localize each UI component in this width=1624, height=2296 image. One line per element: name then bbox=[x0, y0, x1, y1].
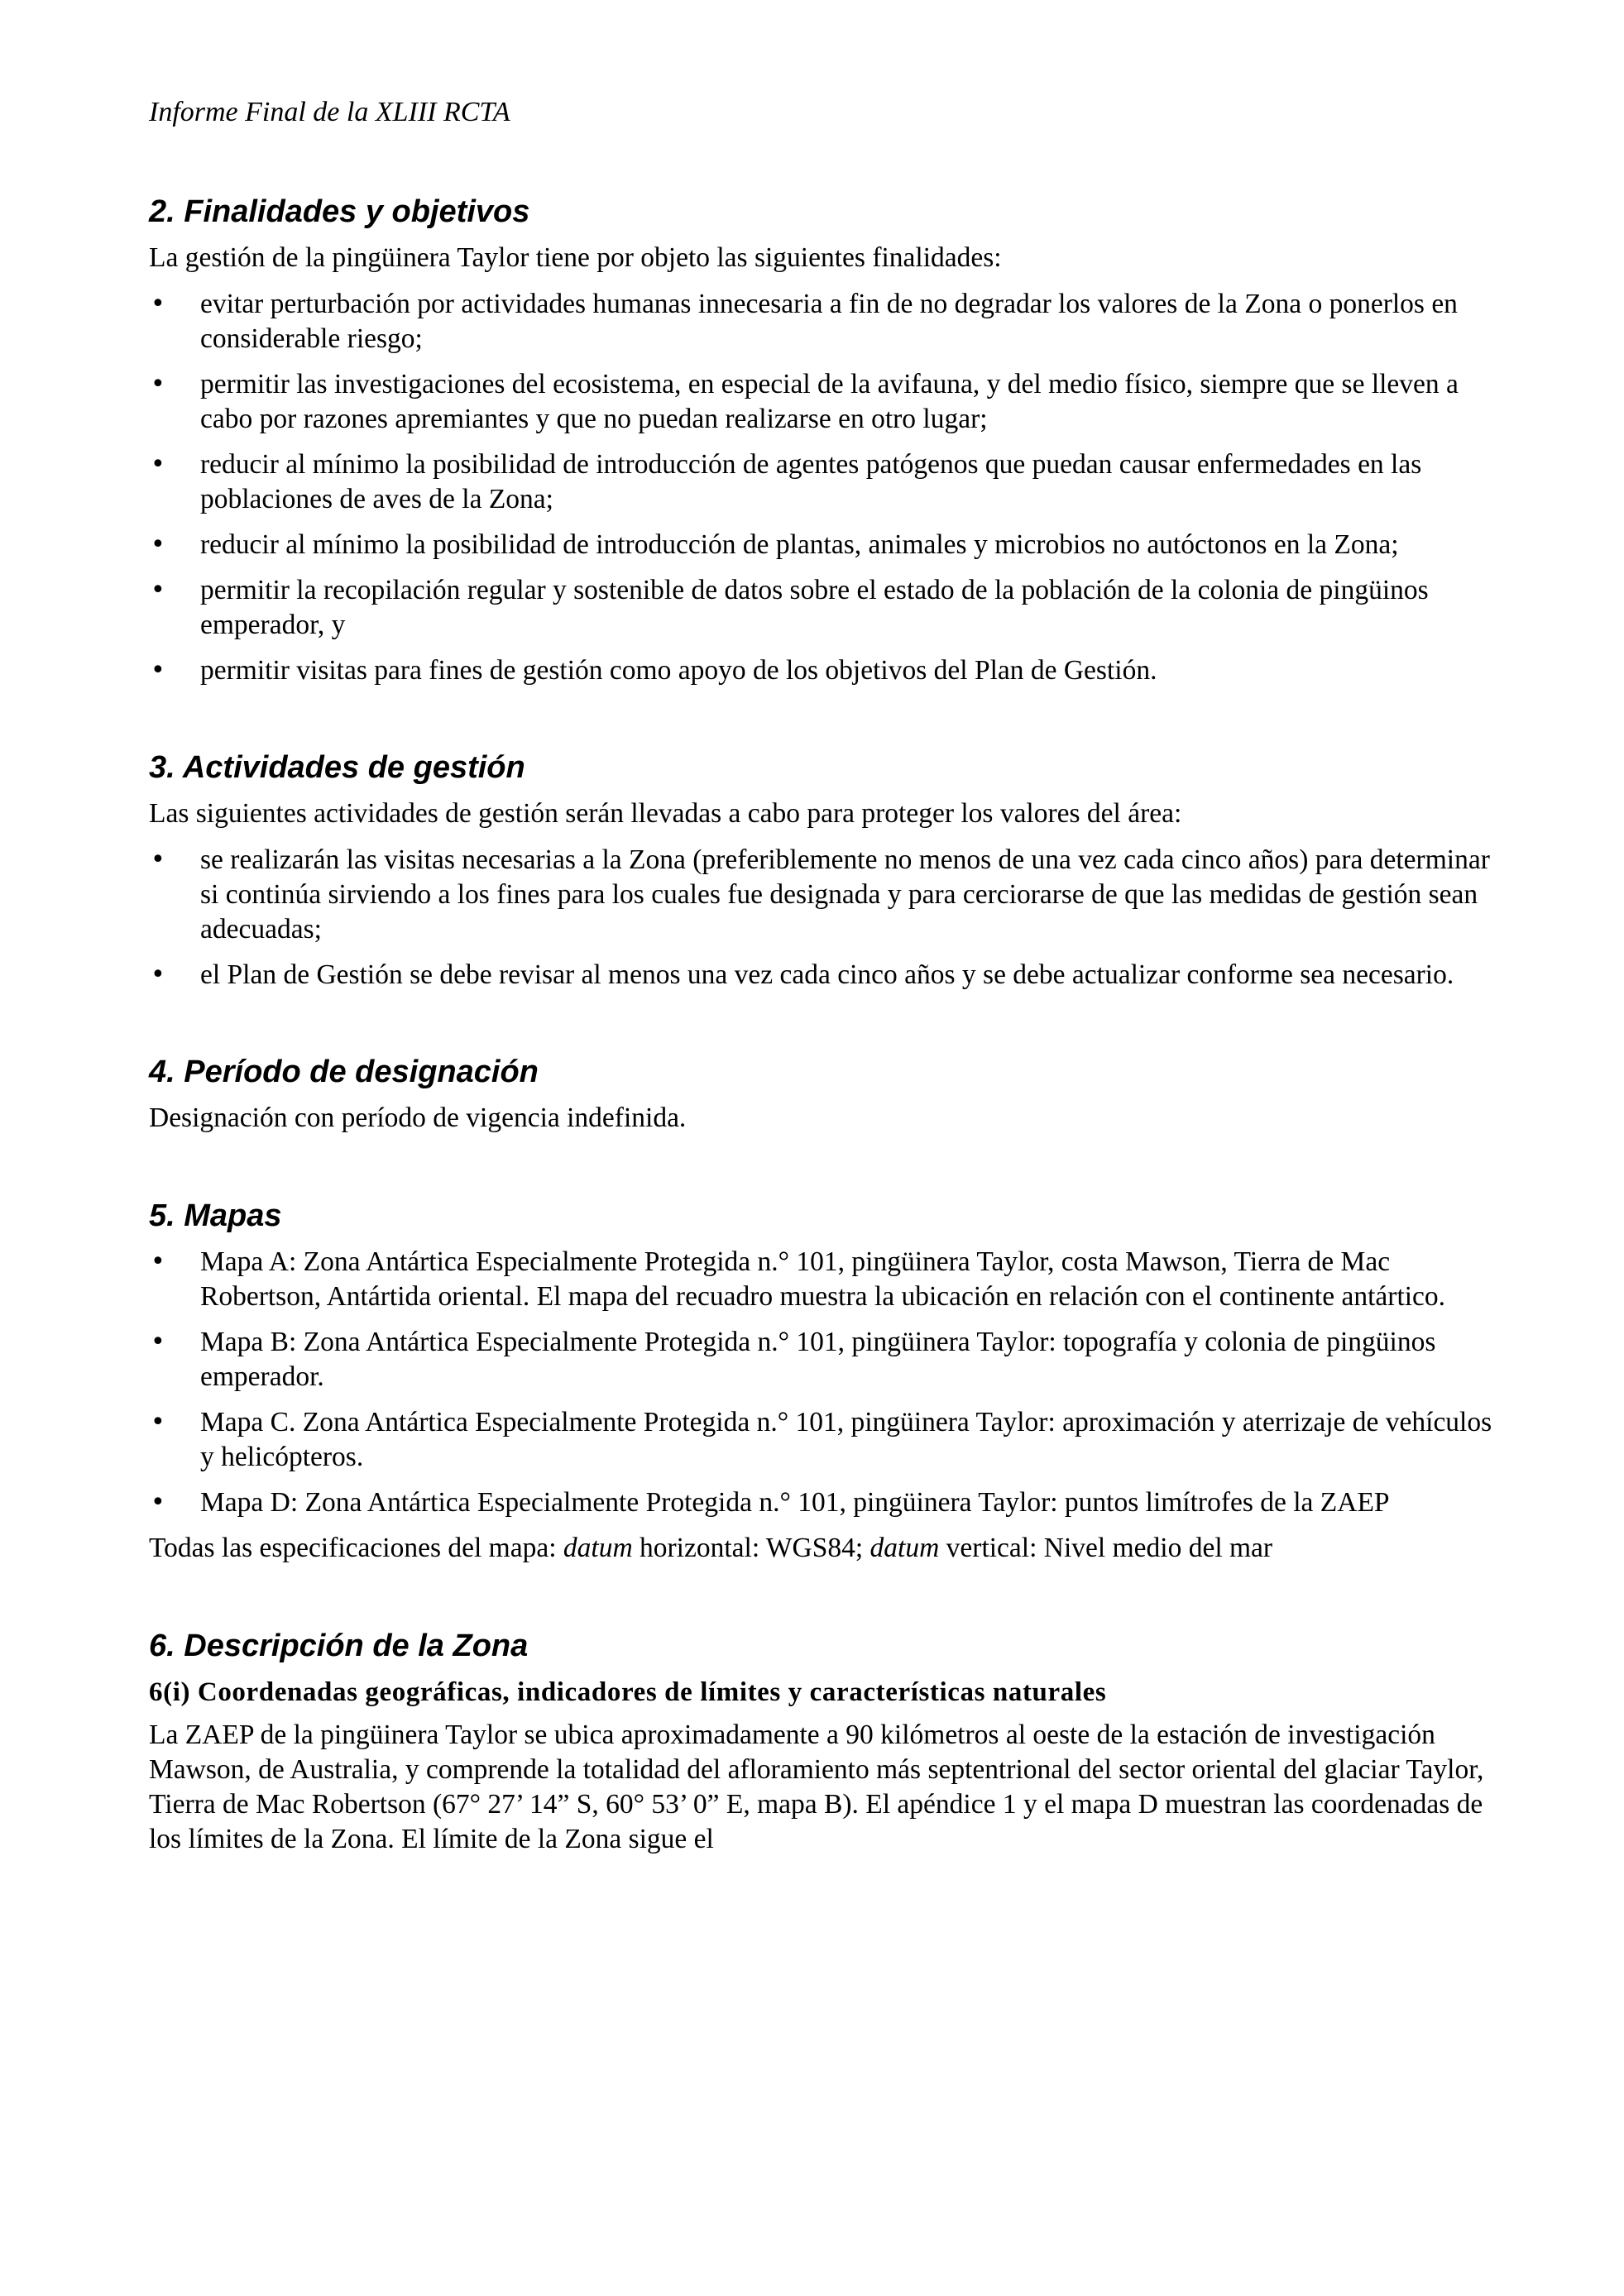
map-specs-prefix: Todas las especificaciones del mapa: bbox=[149, 1533, 563, 1563]
list-item bbox=[149, 573, 1493, 643]
bullet-icon: • bbox=[151, 845, 165, 874]
list-item-text: permitir las investigaciones del ecosistema, en especial de la avifauna, y del medio físico, siempre que se lleven a cabo por razones apremiantes y que no puedan realizarse en otro lugar; bbox=[200, 369, 1459, 434]
list-item-text: reducir al mínimo la posibilidad de introducción de agentes patógenos que puedan causar enfermedades en las poblaciones de aves de la Zona; bbox=[200, 449, 1422, 514]
list-item-text: permitir visitas para fines de gestión como apoyo de los objetivos del Plan de Gestión. bbox=[200, 655, 1157, 686]
subsection-heading: 6(i) Coordenadas geográficas, indicadores de límites y características naturales bbox=[149, 1677, 1107, 1707]
document-body bbox=[149, 193, 1493, 1868]
list-item bbox=[149, 1325, 1493, 1394]
list-item-text: evitar perturbación por actividades humanas innecesaria a fin de no degradar los valores de la Zona o ponerlos en considerable riesgo; bbox=[200, 289, 1458, 354]
bullet-icon: • bbox=[151, 1247, 165, 1276]
section-text: Designación con período de vigencia indefinida. bbox=[149, 1103, 687, 1133]
bullet-list bbox=[149, 1245, 1493, 1520]
map-specs-suffix: vertical: Nivel medio del mar bbox=[939, 1533, 1273, 1563]
section-text: La ZAEP de la pingüinera Taylor se ubica aproximadamente a 90 kilómetros al oeste de la estación de investigación Mawson, de Australia, y comprende la totalidad del afloramiento más septentrional del sector oriental del glaciar Taylor, Tierra de Mac Robertson (67° 27’ 14” S, 60° 53’ 0” E, mapa B). El apéndice 1 y el mapa D muestran las coordenadas de los límites de la Zona. El límite de la Zona sigue el bbox=[149, 1720, 1484, 1854]
section-heading: 6. Descripción de la Zona bbox=[149, 1629, 529, 1663]
list-item-text: Mapa D: Zona Antártica Especialmente Protegida n.° 101, pingüinera Taylor: puntos limítrofes de la ZAEP bbox=[200, 1487, 1390, 1518]
section-heading: 5. Mapas bbox=[149, 1198, 282, 1233]
list-item bbox=[149, 447, 1493, 517]
list-item bbox=[149, 367, 1493, 437]
map-specs bbox=[149, 1531, 1493, 1566]
bullet-icon: • bbox=[151, 960, 165, 989]
section-actividades bbox=[149, 749, 1493, 993]
list-item bbox=[149, 528, 1493, 562]
list-item-text: el Plan de Gestión se debe revisar al menos una vez cada cinco años y se debe actualizar conforme sea necesario. bbox=[200, 959, 1454, 990]
section-mapas bbox=[149, 1197, 1493, 1566]
section-finalidades bbox=[149, 193, 1493, 688]
section-heading: 3. Actividades de gestión bbox=[149, 750, 525, 785]
list-item-text: reducir al mínimo la posibilidad de introducción de plantas, animales y microbios no autóctonos en la Zona; bbox=[200, 529, 1399, 560]
list-item bbox=[149, 1485, 1493, 1520]
bullet-icon: • bbox=[151, 656, 165, 685]
list-item bbox=[149, 958, 1493, 993]
section-descripcion bbox=[149, 1627, 1493, 1857]
bullet-icon: • bbox=[151, 289, 165, 318]
section-intro: La gestión de la pingüinera Taylor tiene por objeto las siguientes finalidades: bbox=[149, 242, 1002, 273]
list-item-text: Mapa B: Zona Antártica Especialmente Protegida n.° 101, pingüinera Taylor: topografía y colonia de pingüinos emperador. bbox=[200, 1327, 1436, 1392]
list-item-text: Mapa A: Zona Antártica Especialmente Protegida n.° 101, pingüinera Taylor, costa Mawson, Tierra de Mac Robertson, Antártida oriental. El mapa del recuadro muestra la ubicación en relación con el continente antártico. bbox=[200, 1246, 1446, 1312]
running-header: Informe Final de la XLIII RCTA bbox=[149, 97, 510, 127]
list-item bbox=[149, 843, 1493, 947]
list-item bbox=[149, 1405, 1493, 1475]
map-specs-mid: horizontal: WGS84; bbox=[632, 1533, 870, 1563]
list-item-text: se realizarán las visitas necesarias a la Zona (preferiblemente no menos de una vez cada cinco años) para determinar si continúa sirviendo a los fines para los cuales fue designada y para cerciorarse de que las medidas de gestión sean adecuadas; bbox=[200, 844, 1490, 945]
bullet-icon: • bbox=[151, 1408, 165, 1437]
section-heading: 2. Finalidades y objetivos bbox=[149, 194, 530, 229]
bullet-icon: • bbox=[151, 530, 165, 559]
bullet-icon: • bbox=[151, 370, 165, 399]
list-item-text: permitir la recopilación regular y sostenible de datos sobre el estado de la población de la colonia de pingüinos emperador, y bbox=[200, 575, 1429, 640]
bullet-icon: • bbox=[151, 450, 165, 479]
bullet-icon: • bbox=[151, 1488, 165, 1517]
list-item bbox=[149, 287, 1493, 356]
list-item bbox=[149, 653, 1493, 688]
list-item bbox=[149, 1245, 1493, 1314]
bullet-list bbox=[149, 843, 1493, 993]
bullet-icon: • bbox=[151, 576, 165, 605]
map-specs-term: datum bbox=[563, 1533, 633, 1563]
section-periodo bbox=[149, 1053, 1493, 1136]
map-specs-term: datum bbox=[869, 1533, 940, 1563]
section-intro: Las siguientes actividades de gestión serán llevadas a cabo para proteger los valores del área: bbox=[149, 798, 1182, 829]
bullet-icon: • bbox=[151, 1327, 165, 1356]
bullet-list bbox=[149, 287, 1493, 688]
section-heading: 4. Período de designación bbox=[149, 1055, 539, 1089]
list-item-text: Mapa C. Zona Antártica Especialmente Protegida n.° 101, pingüinera Taylor: aproximación y aterrizaje de vehículos y helicópteros. bbox=[200, 1407, 1492, 1472]
